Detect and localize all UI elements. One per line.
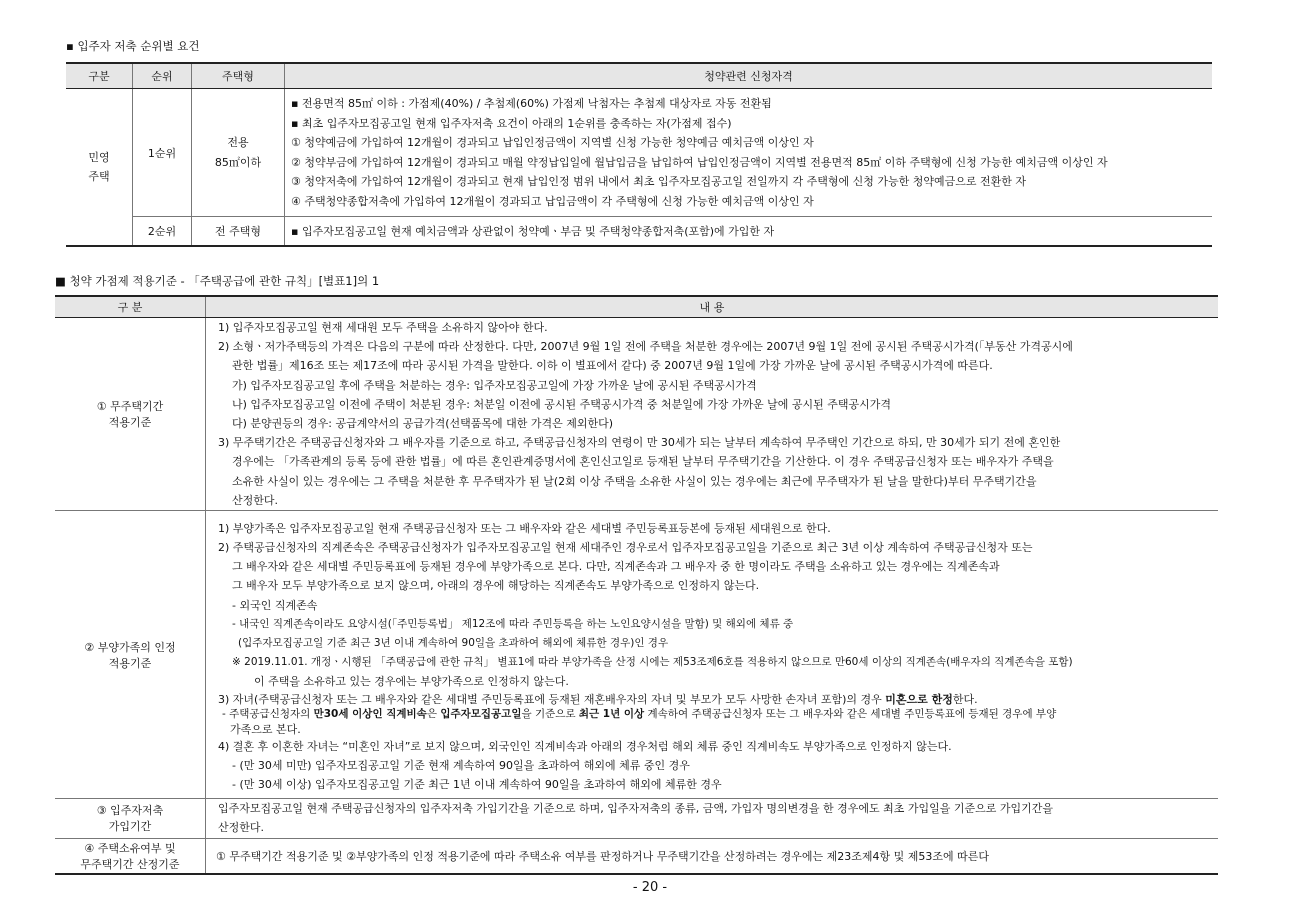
text-span: 계속하여 주택공급신청자 또는 그 배우자와 같은 세대별 주민등록표에 등재된 경우에 부양 xyxy=(644,707,1057,720)
text-line: 1) 입주자모집공고일 현재 세대원 모두 주택을 소유하지 않아야 한다. xyxy=(218,321,548,334)
col-header-type: 주택형 xyxy=(192,63,285,89)
text-line: 이 주택을 소유하고 있는 경우에는 부양가족으로 인정하지 않는다. xyxy=(254,675,569,689)
text-line: 소유한 사실이 있는 경우에는 그 주택을 처분한 후 무주택자가 된 날(2회 이상 주택을 소유한 사실이 있는 경우에는 최근에 무주택자가 된 날을 말한다)부터 무주택기간을 xyxy=(232,474,1037,488)
type-cell: 전 주택형 xyxy=(192,217,285,247)
label-line: ③ 입주자저축 xyxy=(96,804,164,818)
type-line: 전용 xyxy=(227,136,249,149)
emphasis-text: 만30세 이상인 직계비속 xyxy=(313,707,427,720)
emphasis-text: 미혼으로 한정 xyxy=(885,692,953,706)
text-line: 1) 부양가족은 입주자모집공고일 현재 주택공급신청자 또는 그 배우자와 같은 세대별 주민등록표등본에 등재된 세대원으로 한다. xyxy=(218,521,831,535)
qualification-cell xyxy=(285,89,1213,217)
text-line: 산정한다. xyxy=(218,821,265,835)
text-span: 3) 자녀(주택공급신청자 또는 그 배우자와 같은 세대별 주민등록표에 등재된 재혼배우자의 자녀 및 부모가 모두 사망한 손자녀 포함)의 경우 xyxy=(218,692,886,706)
section1-heading: ▪ 입주자 저축 순위별 요건 xyxy=(66,39,200,53)
type-cell xyxy=(192,89,285,217)
text-span: 은 xyxy=(426,707,441,720)
text-line: ▪ 전용면적 85㎡ 이하 : 가점제(40%) / 추첨제(60%) 가점제 낙첨자는 추첨제 대상자로 자동 전환됨 xyxy=(291,97,772,110)
text-line: ② 청약부금에 가입하여 12개월이 경과되고 매월 약정납입일에 월납입금을 납입하여 납입인정금액이 지역별 전용면적 85㎡ 이하 주택형에 신청 가능한 예치금액 이상인 자 xyxy=(291,155,1108,169)
col-header-category: 구분 xyxy=(66,63,133,89)
row-content: ① 무주택기간 적용기준 및 ②부양가족의 인정 적용기준에 따라 주택소유 여부를 판정하거나 무주택기간을 산정하려는 경우에는 제23조제4항 및 제53조에 따른다 xyxy=(206,838,1219,874)
table-row xyxy=(66,217,1212,247)
label-line: ② 부양가족의 인정 xyxy=(84,640,176,654)
emphasis-text: 입주자모집공고일 xyxy=(440,707,522,720)
text-span: 한다. xyxy=(952,692,978,706)
label-line: 가입기간 xyxy=(108,820,152,834)
text-line: 2) 주택공급신청자의 직계존속은 주택공급신청자가 입주자모집공고일 현재 세대주인 경우로서 입주자모집공고일을 기준으로 최근 3년 이상 계속하여 주택공급신청자 또는 xyxy=(218,541,1033,555)
rank-cell: 1순위 xyxy=(133,89,192,217)
row-content xyxy=(206,799,1219,838)
row-content xyxy=(206,510,1219,798)
col-header-qualification: 청약관련 신청자격 xyxy=(285,63,1213,89)
text-line: - (만 30세 이상) 입주자모집공고일 기준 최근 1년 이내 계속하여 90일을 초과하여 해외에 체류한 경우 xyxy=(232,777,722,791)
row-label xyxy=(55,318,206,511)
label-line: ① 무주택기간 xyxy=(96,399,164,413)
text-line: 3) 무주택기간은 주택공급신청자와 그 배우자를 기준으로 하고, 주택공급신청자의 연령이 만 30세가 되는 날부터 계속하여 무주택인 기간으로 하되, 만 30세가 되기 전에 혼인한 xyxy=(218,436,1061,450)
text-line: 경우에는 「가족관계의 등록 등에 관한 법률」에 따른 혼인관계증명서에 혼인신고일로 등재된 날부터 무주택기간을 기산한다. 이 경우 주택공급신청자 또는 배우자가 주택을 xyxy=(232,455,1054,469)
text-line: 4) 결혼 후 이혼한 자녀는 “미혼인 자녀”로 보지 않으며, 외국인인 직계비속과 아래의 경우처럼 해외 체류 중인 직계비속도 부양가족으로 인정하지 않는다. xyxy=(218,739,952,753)
text-line: 그 배우자와 같은 세대별 주민등록표에 등재된 경우에 부양가족으로 본다. 다만, 직계존속과 그 배우자 중 한 명이라도 주택을 소유하고 있는 경우에는 직계존속과 xyxy=(232,560,1000,574)
text-line: 2) 소형ㆍ저가주택등의 가격은 다음의 구분에 따라 산정한다. 다만, 2007년 9월 1일 전에 주택을 처분한 경우에는 2007년 9월 1일 전에 공시된 주택공시가격(「부동산 가격공시에 xyxy=(218,340,1073,354)
text-line: ※ 2019.11.01. 개정ㆍ시행된 「주택공급에 관한 규칙」 별표1에 따라 부양가족을 산정 시에는 제53조제6호를 적용하지 않으므로 만60세 이상의 직계존속(배우자의 직계존속을 포함) xyxy=(232,656,1073,669)
text-line: 가) 입주자모집공고일 후에 주택을 처분하는 경우: 입주자모집공고일에 가장 가까운 날에 공시된 주택공시가격 xyxy=(232,378,757,392)
section2-heading: ■ 청약 가점제 적용기준 - 「주택공급에 관한 규칙」[별표1]의 1 xyxy=(55,274,380,288)
text-line xyxy=(218,692,1213,707)
text-line: - 내국인 직계존속이라도 요양시설(「주민등록법」 제12조에 따라 주민등록을 하는 노인요양시설을 말함) 및 해외에 체류 중 xyxy=(232,617,794,630)
text-line: ① 청약예금에 가입하여 12개월이 경과되고 납입인정금액이 지역별 신청 가능한 청약예금 예치금액 이상인 자 xyxy=(291,136,814,149)
table-row xyxy=(55,510,1218,798)
table-row xyxy=(66,89,1212,217)
text-line: ③ 청약저축에 가입하여 12개월이 경과되고 현재 납입인정 범위 내에서 최초 입주자모집공고일 전일까지 각 주택형에 신청 가능한 청약예금으로 전환한 자 xyxy=(291,175,1026,188)
text-line: ▪ 최초 입주자모집공고일 현재 입주자저축 요건이 아래의 1순위를 충족하는 자(가점제 접수) xyxy=(291,116,732,130)
text-line: 관한 법률」제16조 또는 제17조에 따라 공시된 가격을 말한다. 이하 이 별표에서 같다) 중 2007년 9월 1일에 가장 가까운 날에 공시된 주택공시가격에 따른다. xyxy=(232,359,993,373)
text-line: 입주자모집공고일 현재 주택공급신청자의 입주자저축 가입기간을 기준으로 하며, 입주자저축의 종류, 금액, 가입자 명의변경을 한 경우에도 최초 가입일을 기준으로 가입기간을 xyxy=(218,802,1053,816)
row-label xyxy=(55,799,206,838)
row-label xyxy=(55,838,206,874)
text-span: - 주택공급신청자의 xyxy=(222,707,314,720)
rank-cell: 2순위 xyxy=(133,217,192,247)
table-row xyxy=(55,838,1218,874)
table-row xyxy=(55,799,1218,838)
text-line: 산정한다. xyxy=(232,493,279,507)
emphasis-text: 최근 1년 이상 xyxy=(578,707,645,720)
label-line: ④ 주택소유여부 및 xyxy=(84,841,176,855)
text-line: 가족으로 본다. xyxy=(230,722,301,736)
text-line xyxy=(218,707,1213,722)
row-content xyxy=(206,318,1219,511)
row-label xyxy=(55,510,206,798)
page-number: - 20 - xyxy=(632,880,668,895)
label-line: 적용기준 xyxy=(108,415,152,429)
col-header-division: 구 분 xyxy=(55,296,206,318)
type-line: 85㎡이하 xyxy=(214,155,262,169)
qualification-cell: ▪ 입주자모집공고일 현재 예치금액과 상관없이 청약예ㆍ부금 및 주택청약종합저축(포함)에 가입한 자 xyxy=(285,217,1213,247)
label-line: 무주택기간 산정기준 xyxy=(80,857,180,871)
text-line: 그 배우자 모두 부양가족으로 보지 않으며, 아래의 경우에 해당하는 직계존속도 부양가족으로 인정하지 않는다. xyxy=(232,579,760,593)
col-header-rank: 순위 xyxy=(133,63,192,89)
text-span: 을 기준으로 xyxy=(521,707,579,720)
text-line: - 외국인 직계존속 xyxy=(232,598,318,612)
category-cell xyxy=(66,89,133,247)
table-header-row xyxy=(55,296,1218,318)
category-line: 주택 xyxy=(88,170,110,183)
text-line: ④ 주택청약종합저축에 가입하여 12개월이 경과되고 납입금액이 각 주택형에 신청 가능한 예치금액 이상인 자 xyxy=(291,194,814,208)
col-header-content: 내 용 xyxy=(206,296,1219,318)
point-criteria-table xyxy=(55,295,1218,875)
text-line: - (만 30세 미만) 입주자모집공고일 기준 현재 계속하여 90일을 초과하여 해외에 체류 중인 경우 xyxy=(232,758,690,772)
label-line: 적용기준 xyxy=(108,656,152,670)
text-line: (입주자모집공고일 기준 최근 3년 이내 계속하여 90일을 초과하여 해외에 체류한 경우)인 경우 xyxy=(238,637,669,649)
text-line: 다) 분양권등의 경우: 공급계약서의 공급가격(선택품목에 대한 가격은 제외한다) xyxy=(232,416,614,430)
category-line: 민영 xyxy=(88,150,110,164)
table-row xyxy=(55,318,1218,511)
table-header-row xyxy=(66,63,1212,89)
rank-requirements-table xyxy=(66,62,1212,247)
text-line: 나) 입주자모집공고일 이전에 주택이 처분된 경우: 처분일 이전에 공시된 주택공시가격 중 처분일에 가장 가까운 날에 공시된 주택공시가격 xyxy=(232,397,891,411)
